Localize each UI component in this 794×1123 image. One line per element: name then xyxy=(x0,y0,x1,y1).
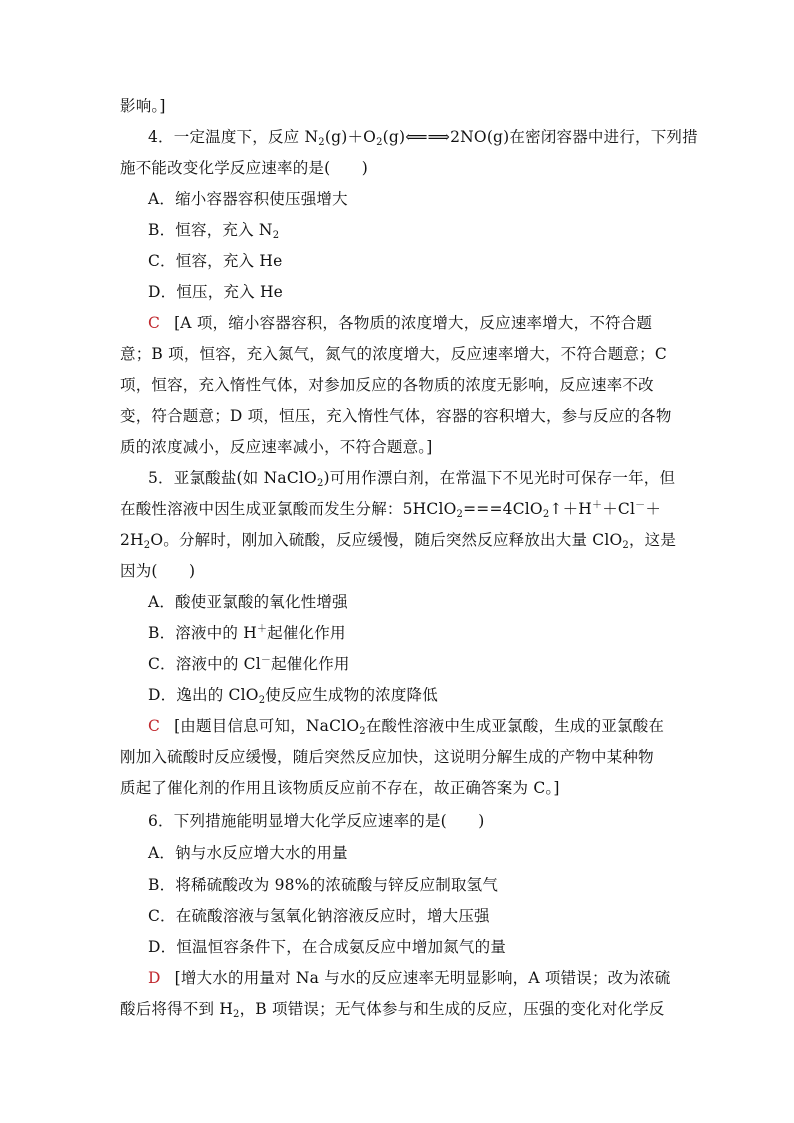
text-line: 质起了催化剂的作用且该物质反应前不存在，故正确答案为 C。] xyxy=(120,779,560,797)
text-line: 酸后将得不到 $H_2$，B 项错误；无气体参与和生成的反应，压强的变化对化学反 xyxy=(120,1000,665,1020)
question-5-stem: 5．亚氯酸盐(如 NaClO$_2$)可用作漂白剂，在常温下不见光时可保存一年，但 xyxy=(148,469,676,489)
text-line: 意；B 项，恒容，充入氮气，氮气的浓度增大，反应速率增大，不符合题意；C xyxy=(120,345,667,363)
option-b: B．将稀硫酸改为 98%的浓硫酸与锌反应制取氢气 xyxy=(148,876,499,894)
answer-letter: C xyxy=(148,314,161,332)
text-line: 在酸性溶液中因生成亚氯酸而发生分解：5HClO$_2$===4ClO$_2$↑＋H＋＋Cl－＋ xyxy=(120,500,662,520)
text-line: 因为( ) xyxy=(120,562,196,580)
option-c: C．恒容，充入 He xyxy=(148,252,283,270)
answer-explanation: C [由题目信息可知，NaClO$_2$在酸性溶液中生成亚氯酸，生成的亚氯酸在 xyxy=(148,717,665,737)
text-line: 影响。] xyxy=(120,97,166,115)
option-d: D．逸出的 ClO$_2$使反应生成物的浓度降低 xyxy=(148,686,438,706)
option-c: C．溶液中的 Cl－起催化作用 xyxy=(148,655,350,673)
question-4-stem: 4．一定温度下，反应 $N_2(g)+O_2(g)⟸⟹2NO(g)$在密闭容器中进行，下列措 xyxy=(148,128,698,148)
answer-explanation: C [A 项，缩小容器容积，各物质的浓度增大，反应速率增大，不符合题 xyxy=(148,314,653,332)
question-6-stem: 6．下列措施能明显增大化学反应速率的是( ) xyxy=(148,812,485,830)
text-line: 刚加入硫酸时反应缓慢，随后突然反应加快，这说明分解生成的产物中某种物 xyxy=(120,748,654,766)
answer-explanation: D [增大水的用量对 Na 与水的反应速率无明显影响，A 项错误；改为浓硫 xyxy=(148,969,671,987)
option-b: B．溶液中的 H＋起催化作用 xyxy=(148,624,346,642)
text-line: 质的浓度减小，反应速率减小，不符合题意。] xyxy=(120,438,433,456)
option-d: D．恒温恒容条件下，在合成氨反应中增加氮气的量 xyxy=(148,938,507,956)
text-line: $2H_2O$。分解时，刚加入硫酸，反应缓慢，随后突然反应释放出大量 ClO$_2$，这是 xyxy=(120,531,677,551)
option-a: A．酸使亚氯酸的氧化性增强 xyxy=(148,593,348,611)
option-a: A．缩小容器容积使压强增大 xyxy=(148,190,348,208)
option-d: D．恒压，充入 He xyxy=(148,283,284,301)
text-line: 施不能改变化学反应速率的是( ) xyxy=(120,159,368,177)
text-line: 项，恒容，充入惰性气体，对参加反应的各物质的浓度无影响，反应速率不改 xyxy=(120,376,654,394)
answer-letter: C xyxy=(148,717,161,735)
text-line: 变，符合题意；D 项，恒压，充入惰性气体，容器的容积增大，参与反应的各物 xyxy=(120,407,672,425)
option-c: C．在硫酸溶液与氢氧化钠溶液反应时，增大压强 xyxy=(148,907,490,925)
answer-letter: D xyxy=(148,969,161,987)
option-b: B．恒容，充入 $N_2$ xyxy=(148,221,280,241)
option-a: A．钠与水反应增大水的用量 xyxy=(148,844,348,862)
